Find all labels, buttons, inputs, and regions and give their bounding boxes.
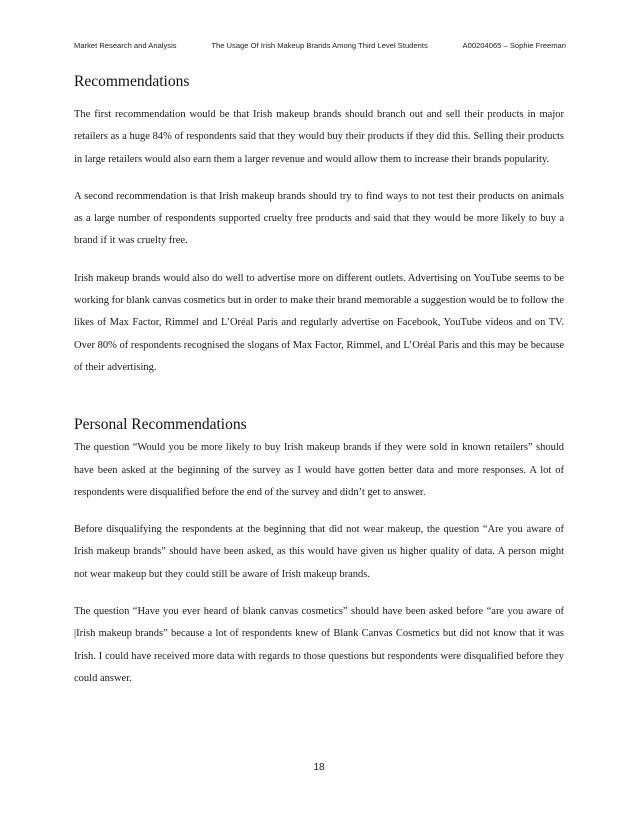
recommendation-paragraph-1: The first recommendation would be that Irish makeup brands should branch out and sell their products in major retailers as a huge 84% of respondents said that they would buy their products if they did this. Selling their products in large retailers would also earn them a larger revenue and would allow them to increase their brands popularity. [74,109,564,165]
personal-recommendations-heading: Personal Recommendations [74,416,247,434]
header-report-title: The Usage Of Irish Makeup Brands Among Third Level Students [211,41,428,50]
page-header [74,41,566,50]
recommendation-paragraph-2: A second recommendation is that Irish makeup brands should try to find ways to not test their products on animals as a large number of respondents supported cruelty free products and said that they would be more likely to buy a brand if it was cruelty free. [74,190,564,247]
header-author: A00204065 – Sophie Freeman [462,41,566,50]
page-number: 18 [313,762,325,773]
personal-recommendation-paragraph-1: The question “Would you be more likely to buy Irish makeup brands if they were sold in known retailers” should have been asked at the beginning of the survey as I would have gotten better data and more responses. A lot of respondents were disqualified before the end of the survey and didn’t get to answer. [74,442,564,498]
header-course-title: Market Research and Analysis [74,41,177,50]
recommendation-paragraph-3: Irish makeup brands would also do well to advertise more on different outlets. Advertising on YouTube seems to be working for blank canvas cosmetics but in order to make their brand memorable a suggestion would be to follow the likes of Max Factor, Rimmel and L’Oréal Paris and regularly advertise on Facebook, YouTube videos and on TV. Over 80% of respondents recognised the slogans of Max Factor, Rimmel, and L’Oréal Paris and this may be because of their advertising. [74,272,564,373]
page-content [74,70,564,705]
personal-recommendation-paragraph-2: Before disqualifying the respondents at the beginning that did not wear makeup, the question “Are you aware of Irish makeup brands” should have been asked, as this would have given us higher quality of data. A person might not wear makeup but they could still be aware of Irish makeup brands. [74,524,564,580]
recommendations-heading: Recommendations [74,73,190,90]
personal-recommendation-paragraph-3: The question “Have you ever heard of blank canvas cosmetics” should have been asked before “are you aware of |Irish makeup brands” because a lot of respondents knew of Blank Canvas Cosmetics but did not know that it was Irish. I could have received more data with regards to those questions but respondents were disqualified before they could answer. [74,606,564,684]
